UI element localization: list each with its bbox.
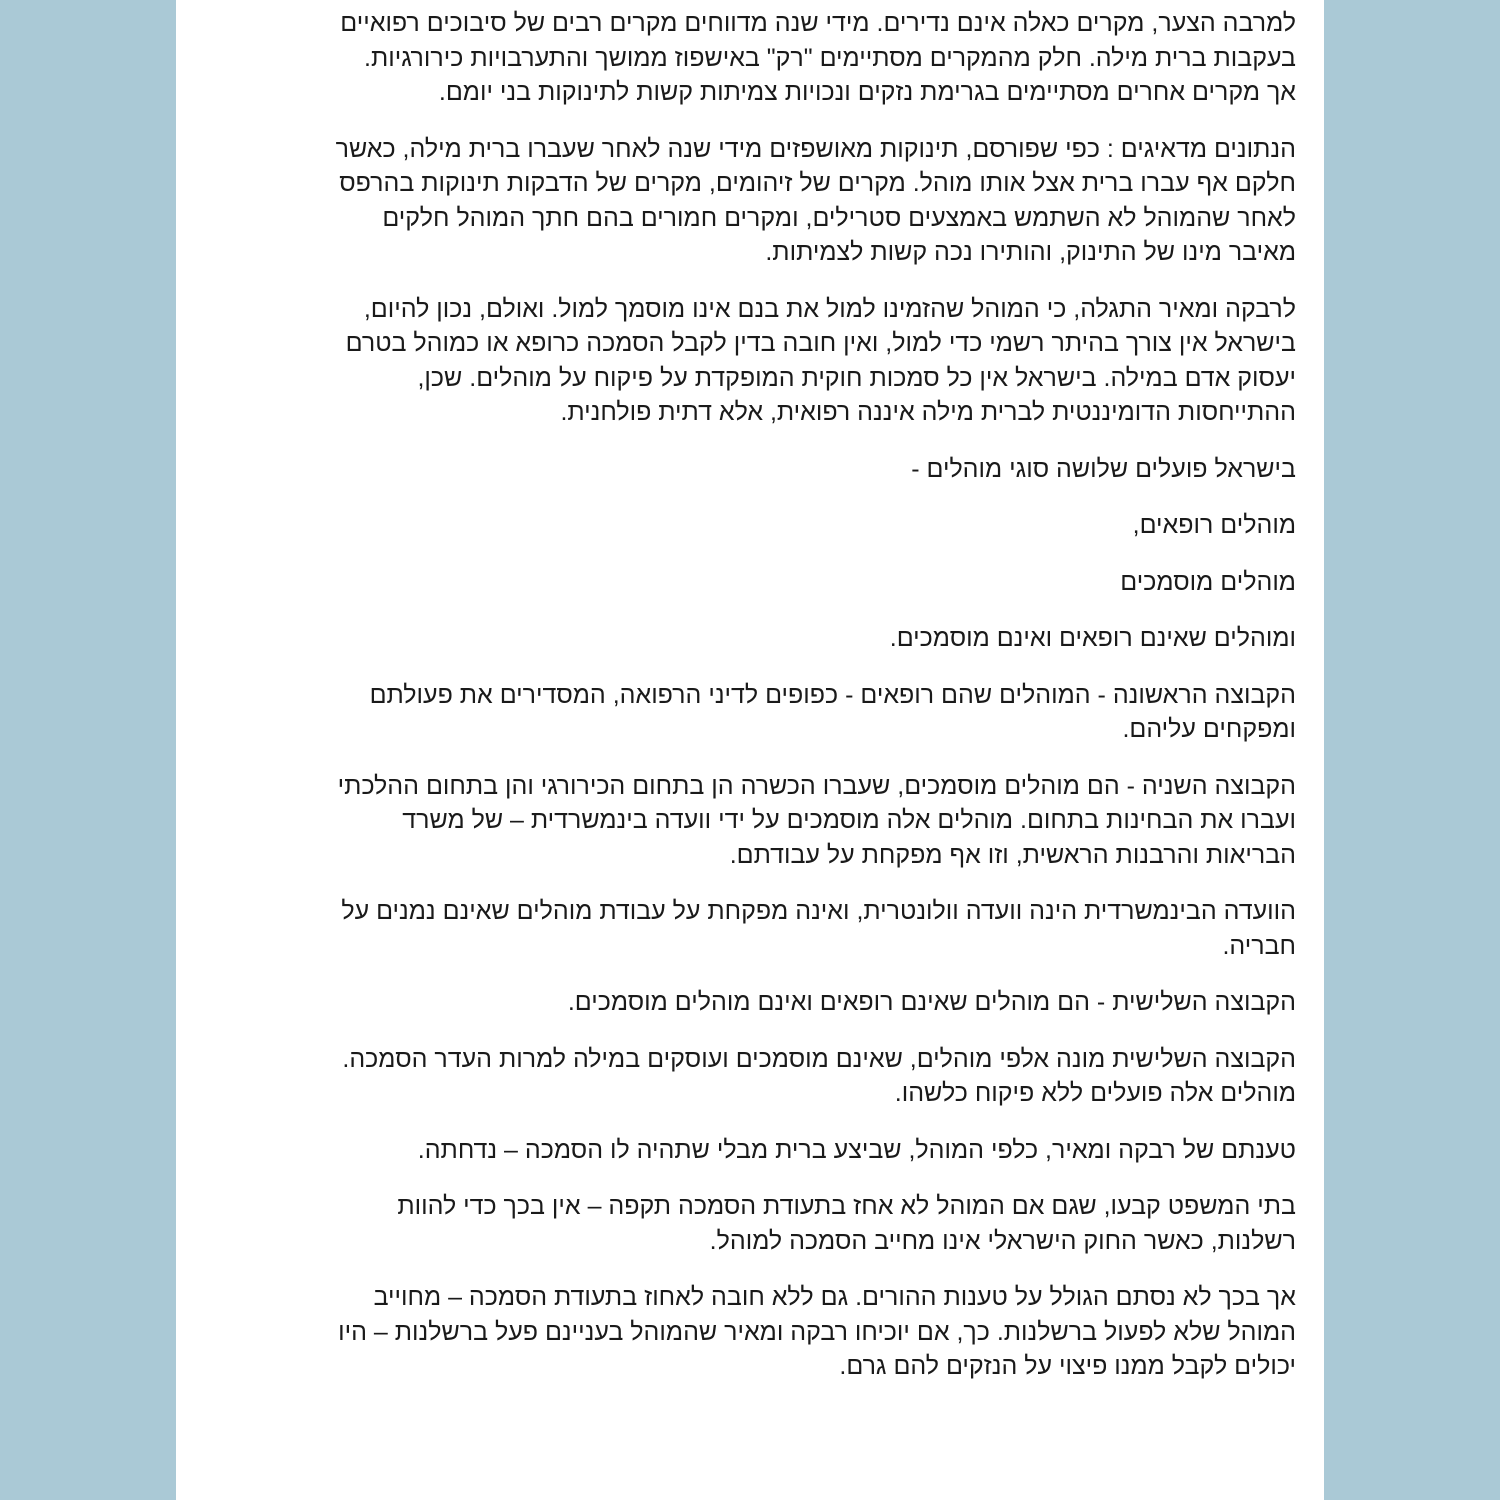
- text-line: בישראל אין צורך בהיתר רשמי כדי למול, ואין חובה בדין לקבל הסמכה כרופא או כמוהל בטרם: [345, 329, 1296, 357]
- paragraph-12: [190, 1042, 1296, 1111]
- paragraph-10: [190, 894, 1296, 963]
- text-line: ההתייחסות הדומיננטית לברית מילה איננה רפואית, אלא דתית פולחנית.: [560, 398, 1296, 426]
- text-line: מוהלים רופאים,: [1132, 511, 1296, 539]
- document-page: [176, 0, 1324, 1500]
- text-line: רשלנות, כאשר החוק הישראלי אינו מחייב הסמכה למוהל.: [709, 1226, 1296, 1255]
- text-line: הקבוצה השלישית - הם מוהלים שאינם רופאים ואינם מוהלים מוסמכים.: [567, 988, 1296, 1016]
- paragraph-1: [190, 6, 1296, 110]
- document-body: [190, 6, 1296, 1406]
- paragraph-6: [190, 565, 1296, 600]
- text-line: למרבה הצער, מקרים כאלה אינם נדירים. מידי שנה מדווחים מקרים רבים של סיבוכים רפואיים: [340, 9, 1296, 37]
- text-line: יעסוק אדם במילה. בישראל אין כל סמכות חוקית המופקדת על פיקוח על מוהלים. שכן,: [417, 363, 1296, 392]
- text-line: ועברו את הבחינות בתחום. מוהלים אלה מוסמכים על ידי וועדה בינמשרדית – של משרד: [402, 806, 1296, 834]
- paragraph-3: [190, 292, 1296, 430]
- text-line: יכולים לקבל ממנו פיצוי על הנזקים להם גרם.: [839, 1352, 1296, 1380]
- text-line: הקבוצה השלישית מונה אלפי מוהלים, שאינם מוסמכים ועוסקים במילה למרות העדר הסמכה.: [342, 1044, 1296, 1073]
- paragraph-11: [190, 985, 1296, 1020]
- text-line: הקבוצה השניה - הם מוהלים מוסמכים, שעברו הכשרה הן בתחום הכירורגי והן בתחום ההלכתי: [337, 771, 1296, 800]
- paragraph-13: [190, 1133, 1296, 1168]
- paragraph-14: [190, 1189, 1296, 1258]
- paragraph-5: [190, 508, 1296, 543]
- text-line: בתי המשפט קבעו, שגם אם המוהל לא אחז בתעודת הסמכה תקפה – אין בכך כדי להוות: [397, 1192, 1296, 1220]
- text-line: ומוהלים שאינם רופאים ואינם מוסמכים.: [889, 624, 1296, 652]
- text-line: טענתם של רבקה ומאיר, כלפי המוהל, שביצע ברית מבלי שתהיה לו הסמכה – נדחתה.: [417, 1135, 1296, 1164]
- text-line: לרבקה ומאיר התגלה, כי המוהל שהזמינו למול את בנם אינו מוסמך למול. ואולם, נכון להיום,: [363, 294, 1296, 323]
- text-line: מוהלים מוסמכים: [1120, 567, 1296, 596]
- text-line: חלקם אף עברו ברית אצל אותו מוהל. מקרים של זיהומים, מקרים של הדבקות תינוקות בהרפס: [339, 169, 1296, 197]
- paragraph-2: [190, 132, 1296, 270]
- text-line: ומפקחים עליהם.: [1122, 715, 1296, 743]
- text-line: בעקבות ברית מילה. חלק מהמקרים מסתיימים "רק" באישפוז ממושך והתערבויות כירורגיות.: [364, 43, 1296, 72]
- paragraph-4: [190, 452, 1296, 487]
- text-line: המוהל שלא לפעול ברשלנות. כך, אם יוכיחו רבקה ומאיר שהמוהל בעניינם פעל ברשלנות – היו: [338, 1317, 1296, 1346]
- paragraph-15: [190, 1280, 1296, 1384]
- text-line: חבריה.: [1222, 931, 1296, 960]
- text-line: אך בכך לא נסתם הגולל על טענות ההורים. גם ללא חובה לאחוז בתעודת הסמכה – מחוייב: [373, 1283, 1296, 1311]
- text-line: מאיבר מינו של התינוק, והותירו נכה קשות לצמיתות.: [765, 238, 1296, 266]
- text-line: מוהלים אלה פועלים ללא פיקוח כלשהו.: [894, 1079, 1296, 1107]
- paragraph-7: [190, 621, 1296, 656]
- text-line: הוועדה הבינמשרדית הינה וועדה וולונטרית, ואינה מפקחת על עבודת מוהלים שאינם נמנים על: [341, 897, 1296, 925]
- text-line: לאחר שהמוהל לא השתמש באמצעים סטרילים, ומקרים חמורים בהם חתך המוהל חלקים: [382, 203, 1296, 232]
- text-line: הקבוצה הראשונה - המוהלים שהם רופאים - כפופים לדיני הרפואה, המסדירים את פעולתם: [369, 680, 1296, 709]
- text-line: בישראל פועלים שלושה סוגי מוהלים -: [911, 454, 1296, 483]
- paragraph-9: [190, 769, 1296, 873]
- text-line: אך מקרים אחרים מסתיימים בגרימת נזקים ונכויות צמיתות קשות לתינוקות בני יומם.: [438, 78, 1296, 106]
- text-line: הנתונים מדאיגים : כפי שפורסם, תינוקות מאושפזים מידי שנה לאחר שעברו ברית מילה, כאשר: [335, 134, 1296, 163]
- text-line: הבריאות והרבנות הראשית, וזו אף מפקחת על עבודתם.: [729, 840, 1296, 869]
- paragraph-8: [190, 678, 1296, 747]
